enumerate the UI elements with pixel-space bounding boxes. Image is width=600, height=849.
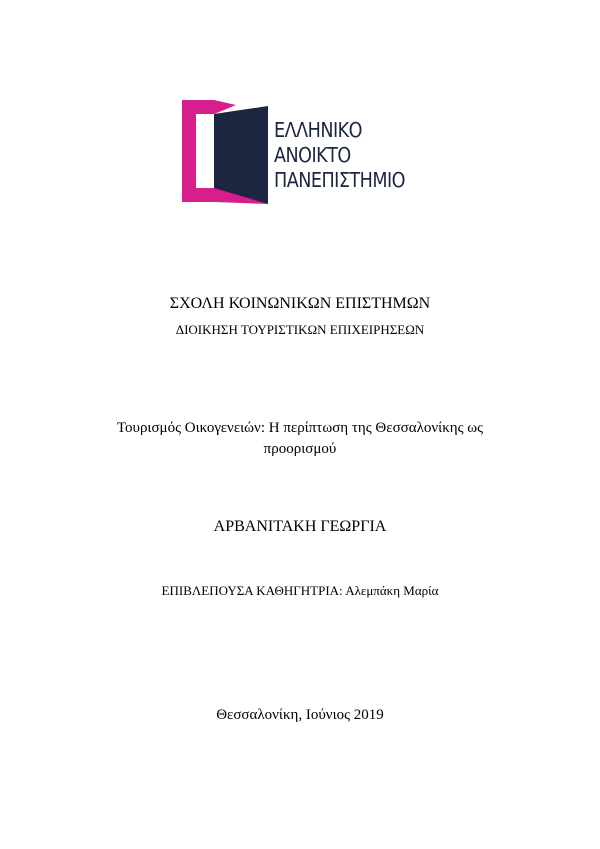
thesis-title-line-1: Τουρισμός Οικογενειών: Η περίπτωση της Θεσσαλονίκης ως (116, 420, 484, 436)
place-date: Θεσσαλονίκη, Ιούνιος 2019 (216, 707, 384, 723)
thesis-title-line-2: προορισμού (263, 441, 337, 457)
thesis-title (80, 418, 520, 460)
department-name: ΔΙΟΙΚΗΣΗ ΤΟΥΡΙΣΤΙΚΩΝ ΕΠΙΧΕΙΡΗΣΕΩΝ (175, 322, 425, 337)
school-name: ΣΧΟΛΗ ΚΟΙΝΩΝΙΚΩΝ ΕΠΙΣΤΗΜΩΝ (169, 295, 431, 312)
university-logo (180, 96, 430, 208)
logo-text-line-2: ΑΝΟΙΚΤΟ (274, 143, 351, 167)
logo-text-line-1: ΕΛΛΗΝΙΚΟ (274, 118, 362, 142)
open-book-logo-icon (180, 96, 270, 208)
supervisor-line: ΕΠΙΒΛΕΠΟΥΣΑ ΚΑΘΗΓΗΤΡΙΑ: Αλεμπάκη Μαρία (161, 583, 439, 598)
logo-text (274, 118, 423, 193)
author-name: ΑΡΒΑΝΙΤΑΚΗ ΓΕΩΡΓΙΑ (213, 518, 387, 535)
logo-text-line-3: ΠΑΝΕΠΙΣΤΗΜΙΟ (274, 168, 405, 192)
